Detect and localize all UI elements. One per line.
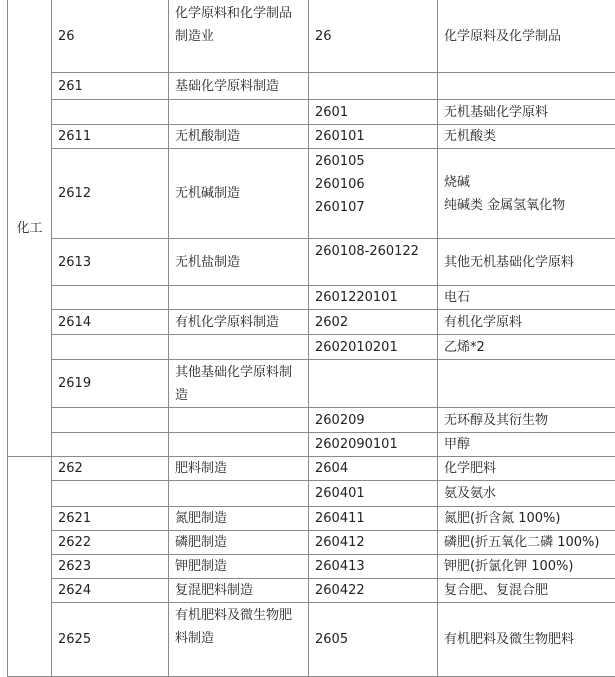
- product-code-cell: 260108-260122: [309, 239, 438, 286]
- code-cell: [52, 433, 169, 457]
- industry-name-cell: 氮肥制造: [169, 507, 309, 531]
- product-name-cell: 氨及氨水: [438, 481, 615, 507]
- table-row: [8, 310, 615, 335]
- product-code-cell: 260422: [309, 579, 438, 603]
- product-code-cell: 2601: [309, 100, 438, 125]
- table-row: [8, 149, 615, 239]
- industry-name-cell: 复混肥料制造: [169, 579, 309, 603]
- product-name-cell: 有机肥料及微生物肥料: [438, 603, 615, 677]
- product-name-cell: 化学肥料: [438, 457, 615, 481]
- code-cell: 261: [52, 73, 169, 100]
- code-cell: [52, 408, 169, 433]
- product-name-cell: 无环醇及其衍生物: [438, 408, 615, 433]
- code-cell: 2611: [52, 125, 169, 149]
- product-code-line: 260106: [315, 173, 431, 196]
- code-cell: [52, 100, 169, 125]
- code-cell: 2621: [52, 507, 169, 531]
- product-name-cell: [438, 360, 615, 408]
- code-cell: [52, 481, 169, 507]
- table-row: [8, 481, 615, 507]
- industry-name-cell: 有机化学原料制造: [169, 310, 309, 335]
- code-cell: 262: [52, 457, 169, 481]
- table-row: [8, 555, 615, 579]
- table-row: [8, 286, 615, 310]
- category-cell: [8, 457, 52, 677]
- industry-name-cell: [169, 433, 309, 457]
- code-cell: 2619: [52, 360, 169, 408]
- industry-name-cell: 有机肥料及微生物肥料制造: [169, 603, 309, 677]
- table-row: [8, 125, 615, 149]
- table-row: [8, 0, 615, 73]
- code-cell: 2614: [52, 310, 169, 335]
- product-classification-table: [7, 0, 615, 677]
- table-row: [8, 239, 615, 286]
- industry-name-cell: 钾肥制造: [169, 555, 309, 579]
- code-cell: 2622: [52, 531, 169, 555]
- product-name-cell: 电石: [438, 286, 615, 310]
- industry-name-cell: 基础化学原料制造: [169, 73, 309, 100]
- product-code-cell: [309, 360, 438, 408]
- category-cell: 化工: [8, 0, 52, 457]
- product-code-cell: 2604: [309, 457, 438, 481]
- code-cell: 2613: [52, 239, 169, 286]
- product-code-cell: 2605: [309, 603, 438, 677]
- product-name-cell: 化学原料及化学制品: [438, 0, 615, 73]
- industry-name-cell: 肥料制造: [169, 457, 309, 481]
- table-row: [8, 408, 615, 433]
- industry-name-cell: [169, 100, 309, 125]
- product-code-cell: 260411: [309, 507, 438, 531]
- product-code-cell: 2601220101: [309, 286, 438, 310]
- product-name-cell: 复合肥、复混合肥: [438, 579, 615, 603]
- industry-name-cell: 无机盐制造: [169, 239, 309, 286]
- code-cell: 2623: [52, 555, 169, 579]
- product-name-cell: 氮肥(折含氮 100%): [438, 507, 615, 531]
- industry-name-cell: 无机碱制造: [169, 149, 309, 239]
- industry-name-cell: [169, 335, 309, 360]
- industry-name-cell: 磷肥制造: [169, 531, 309, 555]
- product-code-cell: 260101: [309, 125, 438, 149]
- table-row: [8, 100, 615, 125]
- product-code-cell: [309, 73, 438, 100]
- industry-name-cell: [169, 408, 309, 433]
- product-code-cell: 2602010201: [309, 335, 438, 360]
- code-cell: [52, 335, 169, 360]
- table-row: [8, 335, 615, 360]
- code-cell: 26: [52, 0, 169, 73]
- product-code-line: 260107: [315, 196, 431, 219]
- table-row: [8, 433, 615, 457]
- product-name-cell: 无机基础化学原料: [438, 100, 615, 125]
- product-name-cell: 磷肥(折五氧化二磷 100%): [438, 531, 615, 555]
- table-row: [8, 579, 615, 603]
- product-name-line: 烧碱: [444, 171, 610, 194]
- industry-name-cell: 其他基础化学原料制造: [169, 360, 309, 408]
- table-row: [8, 603, 615, 677]
- product-name-cell: 钾肥(折氯化钾 100%): [438, 555, 615, 579]
- product-code-cell: 260209: [309, 408, 438, 433]
- product-code-cell: 260401: [309, 481, 438, 507]
- product-code-cell: 260413: [309, 555, 438, 579]
- product-code-line: 260105: [315, 150, 431, 173]
- product-name-cell: [438, 149, 615, 239]
- industry-name-cell: [169, 286, 309, 310]
- product-name-cell: 有机化学原料: [438, 310, 615, 335]
- product-code-cell: 260412: [309, 531, 438, 555]
- code-cell: 2624: [52, 579, 169, 603]
- product-name-cell: 甲醇: [438, 433, 615, 457]
- table-row: [8, 360, 615, 408]
- product-code-cell: 2602: [309, 310, 438, 335]
- product-code-cell: 2602090101: [309, 433, 438, 457]
- industry-name-cell: 无机酸制造: [169, 125, 309, 149]
- industry-name-cell: 化学原料和化学制品制造业: [169, 0, 309, 73]
- code-cell: 2625: [52, 603, 169, 677]
- table-row: [8, 73, 615, 100]
- industry-name-cell: [169, 481, 309, 507]
- product-name-cell: 乙烯*2: [438, 335, 615, 360]
- table-row: [8, 531, 615, 555]
- table-row: [8, 457, 615, 481]
- product-name-cell: 其他无机基础化学原料: [438, 239, 615, 286]
- product-name-line: 纯碱类 金属氢氧化物: [444, 194, 610, 217]
- product-code-cell: [309, 149, 438, 239]
- product-name-cell: [438, 73, 615, 100]
- code-cell: 2612: [52, 149, 169, 239]
- table-row: [8, 507, 615, 531]
- code-cell: [52, 286, 169, 310]
- product-name-cell: 无机酸类: [438, 125, 615, 149]
- product-code-cell: 26: [309, 0, 438, 73]
